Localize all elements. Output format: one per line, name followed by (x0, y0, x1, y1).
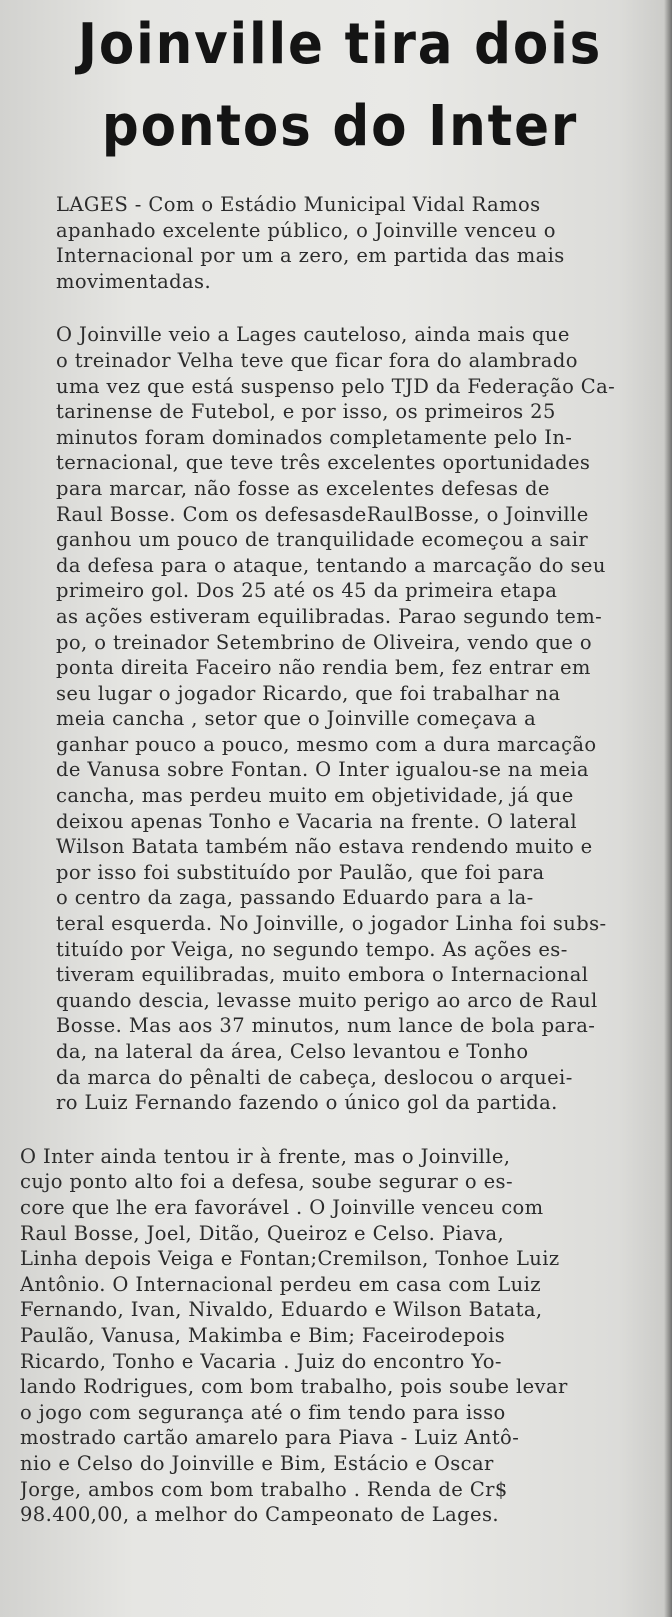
paragraph-match-report (20, 322, 660, 1115)
article-line: nio e Celso do Joinville e Bim, Estácio e Oscar (20, 1451, 494, 1475)
article-line: o treinador Velha teve que ficar fora do alambrado (56, 348, 578, 372)
article-line: ro Luiz Fernando fazendo o único gol da partida. (56, 1091, 558, 1115)
article-line: deixou apenas Tonho e Vacaria na frente. O lateral (56, 809, 578, 833)
paragraph-intro (20, 192, 660, 294)
page-edge-shadow (664, 0, 672, 1617)
headline-line-1: Joinville tira dois (77, 12, 603, 77)
article-line: Antônio. O Internacional perdeu em casa com Luiz (20, 1272, 541, 1296)
article-line: teral esquerda. No Joinville, o jogador Linha foi subs- (56, 912, 607, 936)
article-line: tiveram equilibradas, muito embora o Internacional (56, 963, 589, 987)
article-line: mostrado cartão amarelo para Piava - Luiz Antô- (20, 1426, 520, 1450)
article-line: O Joinville veio a Lages cauteloso, ainda mais que (56, 323, 570, 347)
article-body (20, 192, 660, 1528)
article-line: lando Rodrigues, com bom trabalho, pois soube levar (20, 1375, 568, 1399)
article-line: cancha, mas perdeu muito em objetividade, já que (56, 784, 574, 808)
article-line: tarinense de Futebol, e por isso, os primeiros 25 (56, 400, 556, 424)
article-line: ternacional, que teve três excelentes oportunidades (56, 451, 591, 475)
article-line: Wilson Batata também não estava rendendo muito e (56, 835, 593, 859)
article-line: o centro da zaga, passando Eduardo para a la- (56, 886, 534, 910)
article-line: minutos foram dominados completamente pelo In- (56, 425, 573, 449)
article-line: ganhar pouco a pouco, mesmo com a dura marcação (56, 732, 597, 756)
article-line: movimentadas. (56, 269, 212, 293)
article-line: da marca do pênalti de cabeça, deslocou o arquei- (56, 1065, 573, 1089)
article-line: Internacional por um a zero, em partida das mais (56, 244, 565, 268)
article-line: cujo ponto alto foi a defesa, soube segurar o es- (20, 1170, 513, 1194)
article-line: LAGES - Com o Estádio Municipal Vidal Ramos (56, 193, 541, 216)
article-line: o jogo com segurança até o fim tendo para isso (20, 1400, 506, 1424)
article-line: Raul Bosse, Joel, Ditão, Queiroz e Celso. Piava, (20, 1221, 505, 1245)
article-line: Bosse. Mas aos 37 minutos, num lance de bola para- (56, 1014, 596, 1038)
article-line: ponta direita Faceiro não rendia bem, fez entrar em (56, 656, 591, 680)
article-line: por isso foi substituído por Paulão, que foi para (56, 860, 545, 884)
article-line: core que lhe era favorável . O Joinville venceu com (20, 1195, 544, 1219)
article-line: uma vez que está suspenso pelo TJD da Federação Ca- (56, 374, 616, 398)
article-line: O Inter ainda tentou ir à frente, mas o Joinville, (20, 1144, 511, 1168)
article-line: da defesa para o ataque, tentando a marcação do seu (56, 553, 606, 577)
article-line: apanhado excelente público, o Joinville venceu o (56, 218, 556, 242)
headline (46, 4, 635, 168)
article-line: primeiro gol. Dos 25 até os 45 da primeira etapa (56, 579, 558, 603)
paragraph-lineups (20, 1144, 660, 1528)
article-line: Ricardo, Tonho e Vacaria . Juiz do encontro Yo- (20, 1349, 502, 1373)
article-line: Linha depois Veiga e Fontan;Cremilson, Tonhoe Luiz (20, 1247, 560, 1271)
article-line: po, o treinador Setembrino de Oliveira, vendo que o (56, 630, 592, 654)
article-line: ganhou um pouco de tranquilidade ecomeçou a sair (56, 528, 589, 552)
article-line: tituído por Veiga, no segundo tempo. As ações es- (56, 937, 568, 961)
article-line: Jorge, ambos com bom trabalho . Renda de Cr$ (20, 1477, 508, 1501)
article-line: Paulão, Vanusa, Makimba e Bim; Faceirodepois (20, 1323, 506, 1347)
article-line: seu lugar o jogador Ricardo, que foi trabalhar na (56, 681, 561, 705)
article-line: Fernando, Ivan, Nivaldo, Eduardo e Wilson Batata, (20, 1298, 543, 1322)
headline-line-2: pontos do Inter (101, 94, 579, 159)
article-line: para marcar, não fosse as excelentes defesas de (56, 476, 550, 500)
article-line: de Vanusa sobre Fontan. O Inter igualou-se na meia (56, 758, 589, 782)
article-line: da, na lateral da área, Celso levantou e Tonho (56, 1040, 529, 1063)
article-line: Raul Bosse. Com os defesasdeRaulBosse, o Joinville (56, 502, 589, 526)
article-line: quando descia, levasse muito perigo ao arco de Raul (56, 988, 598, 1012)
article-line: meia cancha , setor que o Joinville começava a (56, 707, 537, 731)
article-line: as ações estiveram equilibradas. Parao segundo tem- (56, 604, 603, 628)
article-line: 98.400,00, a melhor do Campeonato de Lages. (20, 1503, 499, 1527)
